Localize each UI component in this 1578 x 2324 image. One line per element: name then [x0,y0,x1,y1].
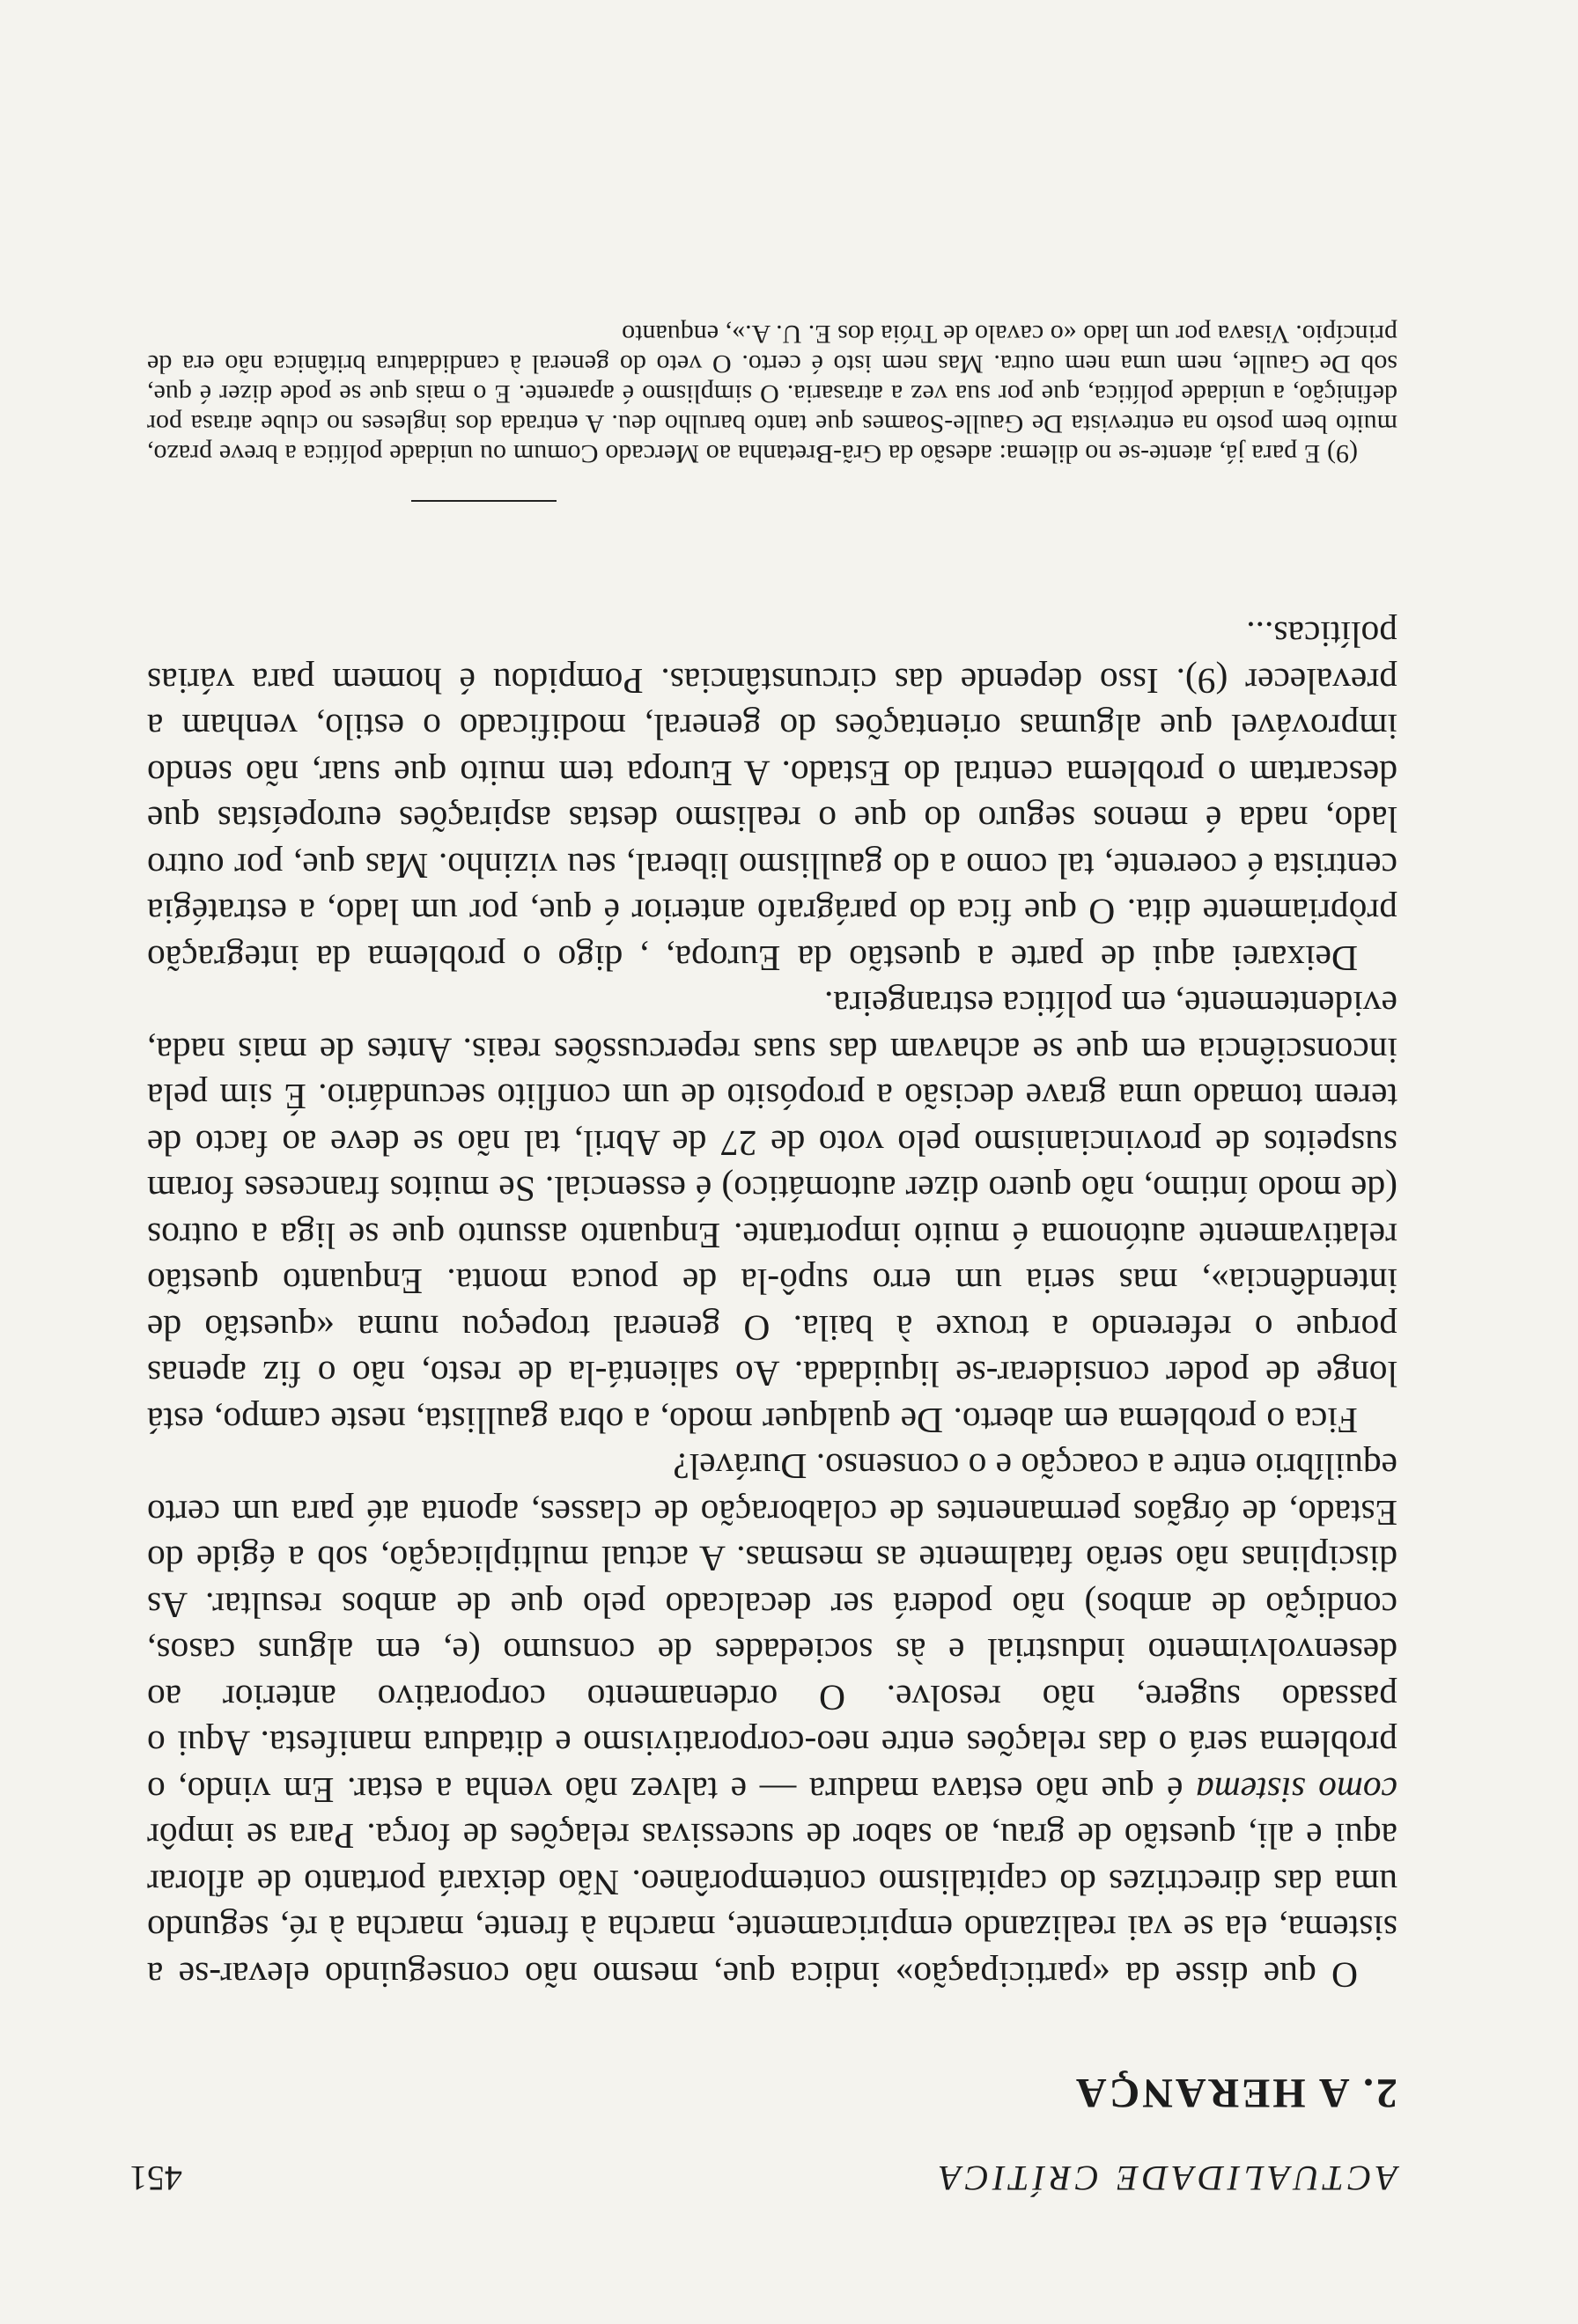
page-number: 451 [129,2159,182,2198]
emphasis-italic: como sistema [1196,1770,1397,1811]
footnote-divider [411,500,557,502]
footnote-text: (9) E para já, atente-se no dilema: adesão da Grã-Bretanha ao Mercado Comum ou unidade política a breve prazo, muito bem posto na entrevista De Gaulle-Soames que tanto barulho deu. A entrada dos ingleses no clube atrasa por definição, a unidade política, que por sua vez a atrasaria. O simplismo é aparente. E o mais que se pode dizer é que, sob De Gaulle, nem uma nem outra. Mas nem isto é certo. O veto do general à candidatura britânica não era de princípio. Visava por um lado «o cavalo de Tróia dos E. U. A.», enquanto [147,320,1397,468]
page-header [129,2146,1397,2199]
paragraph-3-text: Deixarei aqui de parte a questão da Europa, , digo o problema da integração pròpriamente dita. O que fica do parágrafo anterior é que, por um lado, a estratégia centrista é coerente, tal como a do gaullismo liberal, seu vizinho. Mas que, por outro lado, nada é menos seguro do que o realismo destas aspirações europeístas que descartam o problema central do Estado. A Europa tem muito que suar, não sendo improvável que algumas orientações do general, modificado o estilo, venham a prevalecer (9). Isso depende das circunstâncias. Pompidou é homem para várias políticas... [147,614,1397,979]
body-text [147,612,1397,1998]
section-title: 2. A HERANÇA [1073,2070,1397,2116]
paragraph-2-text: Fica o problema em aberto. De qualquer modo, a obra gaullista, neste campo, está longe de poder considerar-se liquidada. Ao salientá-la de resto, não o fiz apenas porque o referendo a trouxe à baila. O general tropeçou numa «questão de intendência», mas seria um erro supô-la de pouca monta. Enquanto questão relativamente autónoma é muito importante. Enquanto assunto que se liga a outros (de modo íntimo, não quero dizer automático) é essencial. Se muitos franceses foram suspeitos de provincianismo pelo voto de 27 de Abril, tal não se deve ao facto de terem tomado uma grave decisão a propósito de um conflito secundário. É sim pela inconsciência em que se achavam das suas repercussões reais. Antes de mais nada, evidentemente, em política estrangeira. [147,984,1397,1441]
footnote-9 [147,319,1397,468]
paragraph-3 [147,612,1397,982]
running-head: ACTUALIDADE CRÍTICA [935,2159,1397,2198]
paragraph-2 [147,982,1397,1444]
paragraph-1 [147,1444,1397,1998]
paragraph-1-text: O que disse da «participação» indica que, mesmo não conseguindo elevar-se a sistema, ela se vai realizando empiricamente, marcha à frente, marcha à ré, segundo uma das directrizes do capitalismo contemporâneo. Não deixará portanto de aflorar aqui e ali, questão de grau, ao sabor de sucessivas relações de força. Para se impôr como sistema é que não estava madura — e talvez não venha a estar. Em vindo, o problema será o das relações entre neo-corporativismo e ditadura manifesta. Aqui o passado sugere, não resolve. O ordenamento corporativo anterior ao desenvolvimento industrial e às sociedades de consumo (e, em alguns casos, condição de ambos) não poderá ser decalcado pelo que de ambos resultar. As disciplinas não serão fatalmente as mesmas. A actual multiplicação, sob a égide do Estado, de órgãos permanentes de colaboração de classes, aponta até para um certo equilíbrio entre a coacção e o consenso. Durável? [146,1446,1397,1996]
